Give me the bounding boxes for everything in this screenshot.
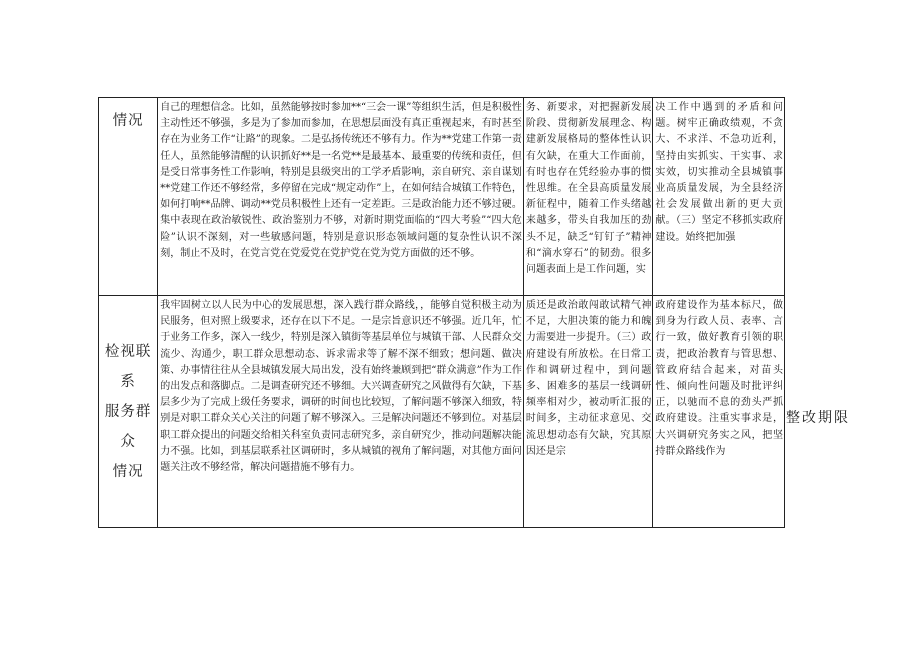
cell-cause-text [523,98,653,296]
row-label-serve-masses: 检视联系 服务群众 情况 [99,296,158,528]
cell-cause-text [523,296,653,528]
table-row [99,296,785,528]
paragraph: 我牢固树立以人民为中心的发展思想，深入践行群众路线，，能够自觉积极主动为民服务，但对照上级要求，还存在以下不足。一是宗旨意识还不够强。近几年，忙于业务工作多，深入一线少，特别是深入镇街等基层单位与城镇干部、人民群众交流少、沟通少，职工群众思想动态、诉求需求等了解不深不细致；想问题、做决策、办事情往往从全县城镇发展大局出发，没有始终兼顾到把“群众满意”作为工作的出发点和落脚点。二是调查研究还不够细。大兴调查研究之风做得有欠缺，下基层多少为了完成上级任务要求，调研的时间也比较短，了解问题不够深入细致，特别是对职工群众关心关注的问题了解不够深入。三是解决问题还不够到位。对基层职工群众提出的问题交给相关科室负责同志研究多，亲自研究少，推动问题解决能力不强。比如，到基层联系社区调研时，多从城镇的视角了解问题，对其他方面问题关注改不够经常，解决问题措施不够有力。 [160,300,522,474]
paragraph: 决工作中遇到的矛盾和问题。树牢正确政绩观，不贪大、不求洋、不急功近利，坚持由实抓实、干实事、求实效，切实推动全县城镇事业高质量发展，为全县经济社会发展做出新的更大贡献。（三）坚定不移抓实政府建设。始终把加强 [655,102,783,243]
cell-measure-text [653,98,785,296]
table-row [99,98,785,296]
paragraph: 自己的理想信念。比如，虽然能够按时参加**“三会一课”等组织生活，但是积极性主动性还不够强，多是为了参加而参加，在思想层面没有真正重视起来，有时甚至存在为业务工作“让路”的现象。二是弘扬传统还不够有力。作为**党建工作第一责任人，虽然能够清醒的认识抓好**是一名党**是最基本、最重要的传统和责任，但是受日常事务性工作影响，特别是县级突出的工学矛盾影响，亲自研究、亲自谋划**党建工作还不够经常，多停留在完成“规定动作”上，在如何结合城镇工作特色，如何打响**品牌、调动**党员积极性上还有一定差距。三是政治能力还不够过硬。集中表现在政治敏锐性、政治鉴别力不够，对新时期党面临的“四大考验”“四大危险”认识不深刻，对一些敏感问题，特别是意识形态领域问题的复杂性认识不深刻，制止不及时，在党言党在党爱党在党护党在党为党方面做的还不够。 [160,102,522,259]
cell-measure-text [653,296,785,528]
row-label-situation: 情况 [99,98,158,296]
paragraph: 质还是政治敢闯敢试精气神不足，大胆决策的能力和魄力需要进一步提升。（三）政府建设有所放松。在日常工作和调研过程中，到问题多、困难多的基层一线调研频率相对少，被动听汇报的时间多，主动征求意见、交流思想动态有欠缺，究其原因还是宗 [525,300,652,457]
rectification-deadline-header: 整改期限 [786,410,850,426]
cell-problem-text [158,296,524,528]
paragraph: 务、新要求，对把握新发展阶段、贯彻新发展理念、构建新发展格局的整体性认识有欠缺，在重大工作面前，有时也存在凭经验办事的惯性思维。在全县高质量发展新征程中，随着工作头绪越来越多，带头自我加压的劲头不足，缺乏“钉钉子”精神和“滴水穿石”的韧劲。很多问题表面上是工作问题，实 [525,102,652,276]
paragraph: 政府建设作为基本标尺，做到身为行政人员、表率、言行一致，做好教育引领的职责，把政治教育与管思想、管政府结合起来，对苗头性、倾向性问题及时批评纠正，以驰而不息的劲头严抓政府建设。注重实事求是，大兴调研究务实之风，把坚持群众路线作为 [655,300,783,457]
report-table [98,97,785,528]
cell-problem-text [158,98,524,296]
